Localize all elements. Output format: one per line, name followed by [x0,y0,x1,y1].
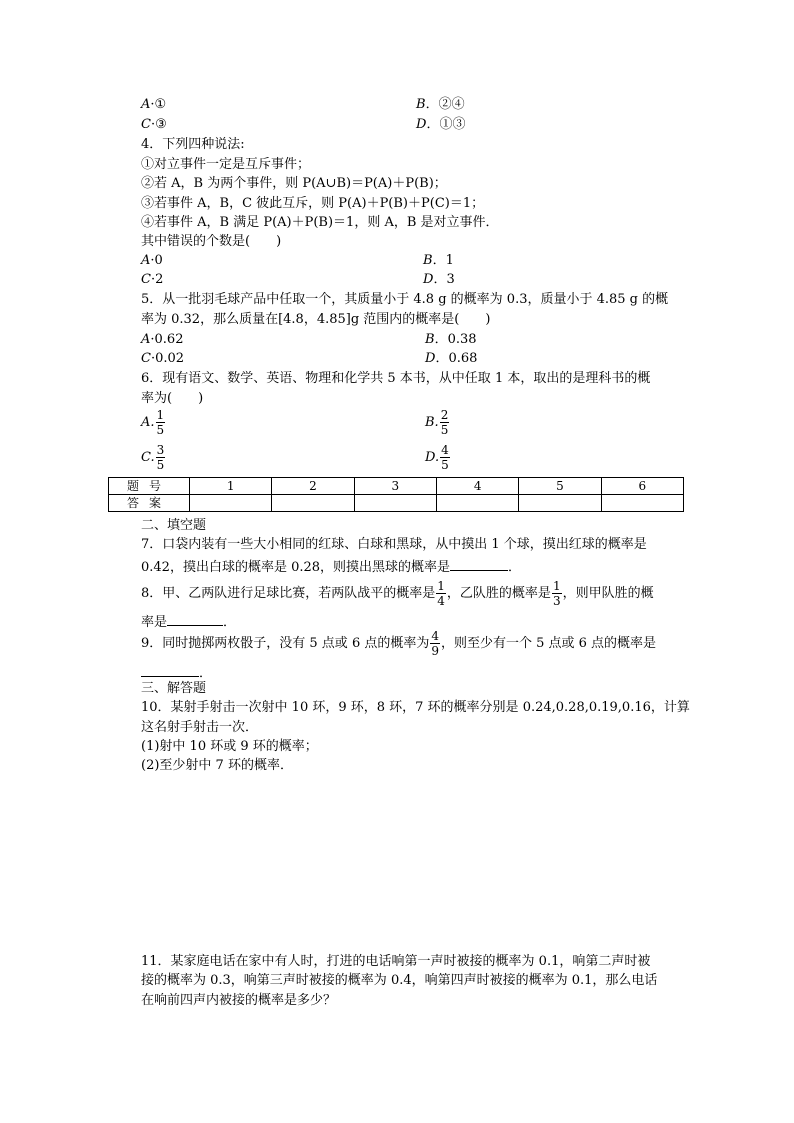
q11-stem-line-3: 在响前四声内被接的概率是多少？ [141,993,337,1008]
q6-option-a-fraction: $\frac{1}{5}$ [156,408,165,437]
answer-table-number-row [109,478,684,495]
answer-cell [436,495,518,512]
q5-option-b: B．0.38 [425,332,477,347]
question-number-cell: 1 [190,478,272,495]
q6-option-b-fraction: $\frac{2}{5}$ [440,408,449,437]
q3-option-b: B．②④ [416,97,465,112]
q10-stem-line-2: 这名射手射击一次． [141,720,259,735]
q8-team-b-fraction: $\frac{1}{3}$ [552,579,561,608]
q5-option-a: A·0.62 [141,332,184,347]
q8-stem-line-2: 率是 ． [141,615,237,630]
q8-stem-line-1: 8．甲、乙两队进行足球比赛，若两队战平的概率是 $\frac{1}{4}$ ，乙队胜的概率是 $\frac{1}{3}$ ，则甲队胜的概 [141,579,654,608]
q8-answer-blank[interactable] [167,613,223,626]
answer-cell [519,495,601,512]
q7-stem-line-2: 0.42，摸出白球的概率是 0.28，则摸出黑球的概率是 ． [141,560,522,575]
q4-option-d: D．3 [423,272,455,287]
q6-option-b: B. $\frac{2}{5}$ [425,408,449,437]
q10-part-1: (1)射中 10 环或 9 环的概率； [141,739,318,754]
q4-statement-3: ③若事件 A，B，C 彼此互斥，则 P(A)＋P(B)＋P(C)＝1； [141,196,485,211]
q4-stem: 4．下列四种说法: [141,137,245,152]
question-number-header: 题号 [109,478,190,495]
q3-option-a: A·① [141,97,167,112]
q10-stem-line-1: 10．某射手射击一次射中 10 环，9 环，8 环，7 环的概率分别是 0.24,0.28,0.19,0.16，计算 [141,700,690,715]
question-number-cell: 3 [354,478,436,495]
q9-stem-line-2: ． [141,664,212,680]
q4-question: 其中错误的个数是( ) [141,234,282,249]
q8-draw-fraction: $\frac{1}{4}$ [437,579,445,608]
q11-stem-line-2: 接的概率为 0.3，响第三声时被接的概率为 0.4，响第四声时被接的概率为 0.1，那么电话 [141,973,658,988]
answer-header: 答案 [109,495,190,512]
answer-table-answer-row [109,495,684,512]
q9-stem-line-1: 9．同时抛掷两枚骰子，没有 5 点或 6 点的概率为 $\frac{4}{9}$ ，则至少有一个 5 点或 6 点的概率是 [141,629,657,658]
q4-option-c: C·2 [141,272,164,287]
question-number-cell: 5 [519,478,601,495]
q9-answer-blank[interactable] [141,664,199,677]
q6-option-d-fraction: $\frac{4}{5}$ [441,443,449,472]
q7-stem-line-1: 7．口袋内装有一些大小相同的红球、白球和黑球，从中摸出 1 个球，摸出红球的概率是 [141,537,647,552]
answer-cell [272,495,354,512]
section-fill-in-heading: 二、填空题 [141,518,207,533]
q4-statement-2: ②若 A，B 为两个事件，则 P(A∪B)＝P(A)＋P(B)； [141,176,447,191]
answer-cell [190,495,272,512]
q6-option-c: C. $\frac{3}{5}$ [141,443,165,472]
q7-answer-blank[interactable] [450,558,508,571]
q4-option-a: A·0 [141,253,163,268]
answer-cell [354,495,436,512]
q6-option-c-fraction: $\frac{3}{5}$ [156,443,165,472]
q4-statement-1: ①对立事件一定是互斥事件； [141,157,311,172]
q4-option-b: B．1 [423,253,454,268]
answer-table [108,477,684,512]
question-number-cell: 2 [272,478,354,495]
q10-part-2: (2)至少射中 7 环的概率． [141,758,293,773]
q3-option-d: D．①③ [416,117,466,132]
q3-option-c: C·③ [141,117,167,132]
q4-statement-4: ④若事件 A，B 满足 P(A)＋P(B)＝1，则 A，B 是对立事件． [141,215,499,230]
q6-option-a: A. $\frac{1}{5}$ [141,408,165,437]
question-number-cell: 4 [436,478,518,495]
q5-option-c: C·0.02 [141,351,185,366]
q6-stem-line-2: 率为( ) [141,391,204,406]
q6-stem-line-1: 6．现有语文、数学、英语、物理和化学共 5 本书，从中任取 1 本，取出的是理科书的概 [141,371,651,386]
q5-stem-line-1: 5．从一批羽毛球产品中任取一个，其质量小于 4.8 g 的概率为 0.3，质量小于 4.85 g 的概 [141,292,669,307]
q5-option-d: D．0.68 [425,351,478,366]
q5-stem-line-2: 率为 0.32，那么质量在[4.8，4.85]g 范围内的概率是( ) [141,312,491,327]
answer-cell [601,495,683,512]
q6-option-d: D. $\frac{4}{5}$ [425,443,449,472]
q9-fraction: $\frac{4}{9}$ [431,629,439,658]
q11-stem-line-1: 11．某家庭电话在家中有人时，打进的电话响第一声时被接的概率为 0.1，响第二声时被 [141,954,651,969]
question-number-cell: 6 [601,478,683,495]
section-solution-heading: 三、解答题 [141,681,207,696]
